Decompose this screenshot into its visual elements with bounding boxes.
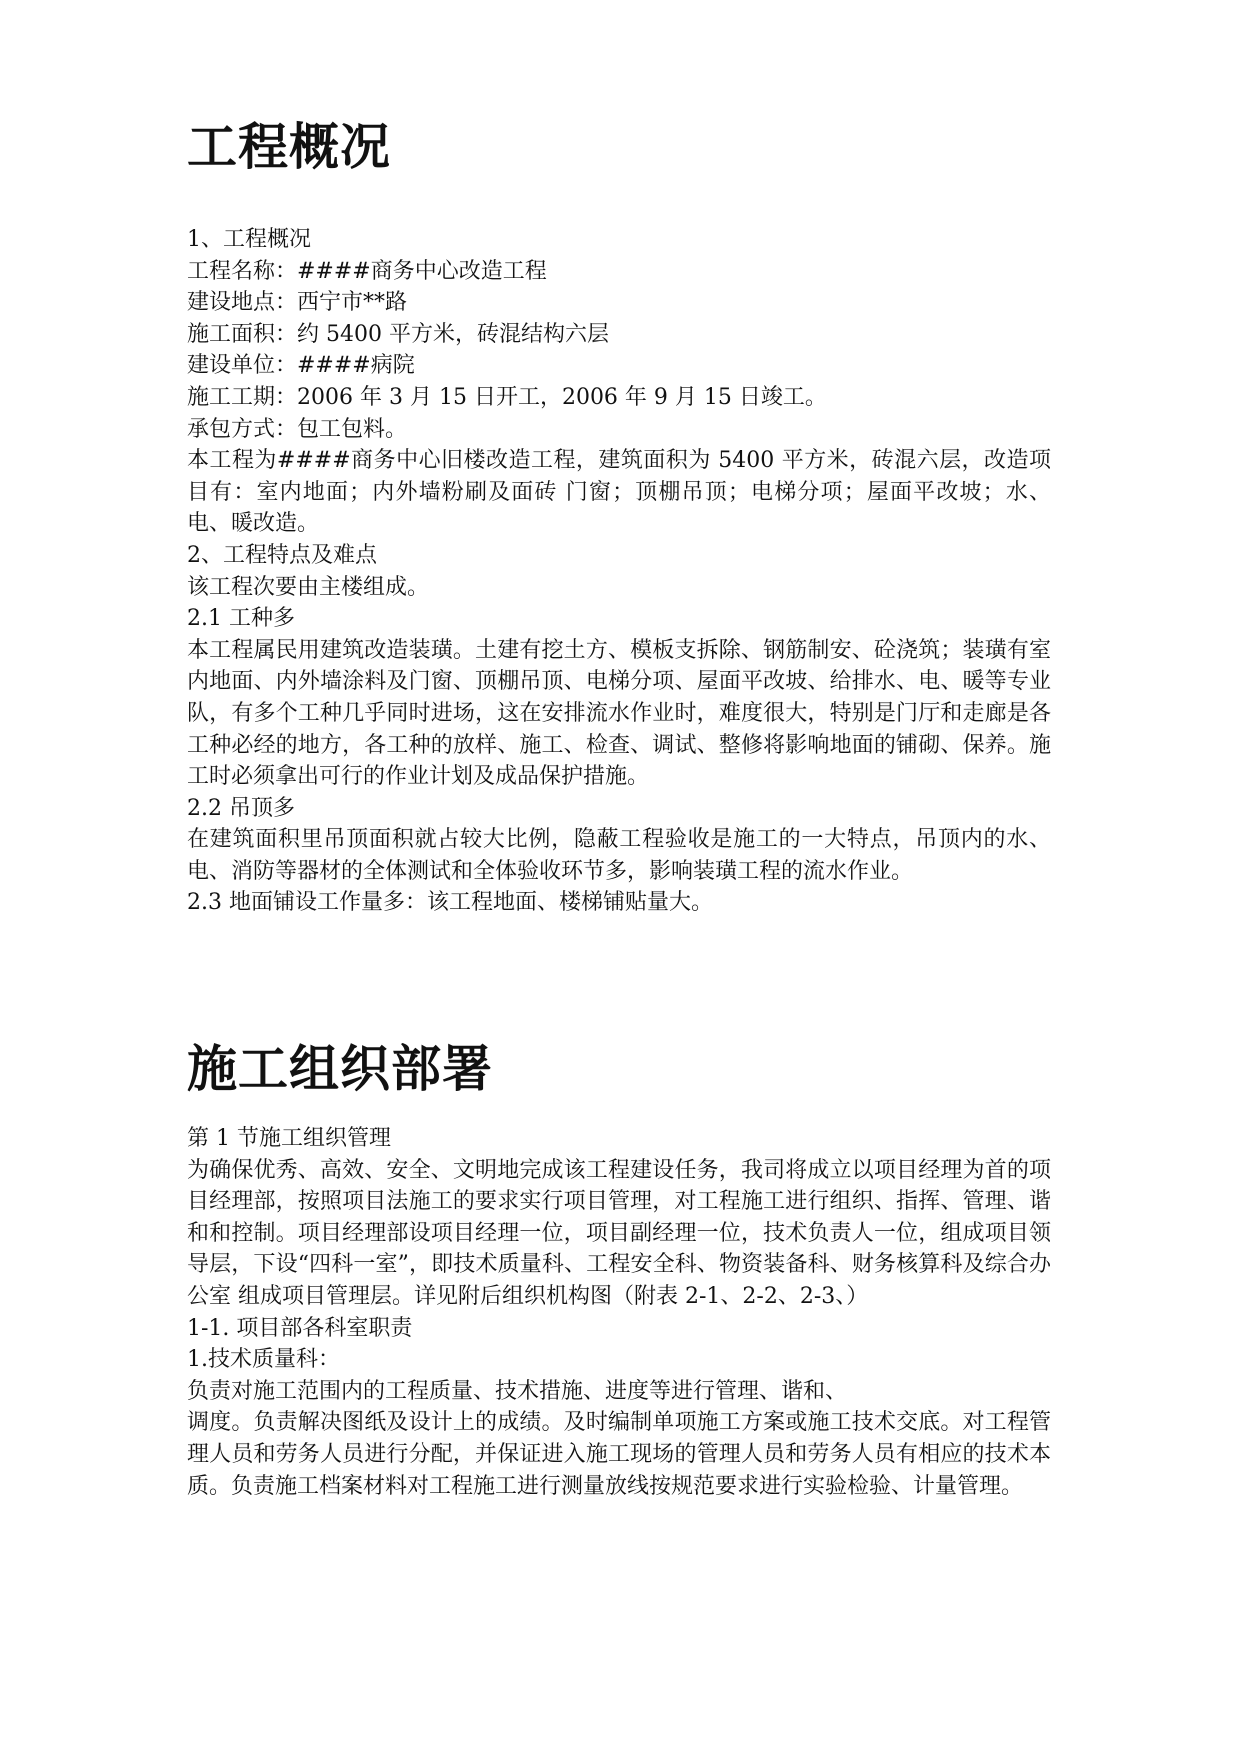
text-line: 施工面积：约 5400 平方米，砖混结构六层 xyxy=(187,321,609,347)
subheading-tech-quality: 1.技术质量科： xyxy=(187,1347,340,1373)
subheading-ceilings: 2.2 吊顶多 xyxy=(187,795,295,821)
text-line: 建设单位：####病院 xyxy=(187,353,415,379)
subheading-department-duties: 1-1. 项目部各科室职责 xyxy=(187,1315,413,1341)
paragraph-overview: 本工程为####商务中心旧楼改造工程，建筑面积为 5400 平方米，砖混六层，改造项目有：室内地面；内外墙粉刷及面砖 门窗；顶棚吊顶；电梯分项；屋面平改坡；水、电、暖改造。 xyxy=(187,448,1051,537)
section-body-project-overview xyxy=(187,224,1051,919)
text-line: 承包方式：包工包料。 xyxy=(187,416,408,442)
paragraph-many-trades: 本工程属民用建筑改造装璜。土建有挖土方、模板支拆除、钢筋制安、砼浇筑；装璜有室内地面、内外墙涂料及门窗、顶棚吊顶、电梯分项、屋面平改坡、给排水、电、暖等专业队，有多个工种几乎同时进场，这在安排流水作业时，难度很大，特别是门厅和走廊是各工种必经的地方，各工种的放样、施工、检查、调试、整修将影响地面的铺砌、保养。施工时必须拿出可行的作业计划及成品保护措施。 xyxy=(187,637,1051,790)
subheading-features: 2、工程特点及难点 xyxy=(187,542,377,568)
text-line: 建设地点：西宁市**路 xyxy=(187,290,408,316)
text-line: 该工程次要由主楼组成。 xyxy=(187,574,430,600)
subheading-many-trades: 2.1 工种多 xyxy=(187,606,295,632)
paragraph-ceilings: 在建筑面积里吊顶面积就占较大比例，隐蔽工程验收是施工的一大特点，吊顶内的水、电、消防等器材的全体测试和全体验收环节多，影响装璜工程的流水作业。 xyxy=(187,827,1051,884)
paragraph-org-management: 为确保优秀、高效、安全、文明地完成该工程建设任务，我司将成立以项目经理为首的项目经理部，按照项目法施工的要求实行项目管理，对工程施工进行组织、指挥、管理、谐和和控制。项目经理部设项目经理一位，项目副经理一位，技术负责人一位，组成项目领导层，下设“四科一室”，即技术质量科、工程安全科、物资装备科、财务核算科及综合办公室 组成项目管理层。详见附后组织机构图（附表 2-1、2-2、2-3、） xyxy=(187,1157,1051,1309)
text-line: 施工工期：2006 年 3 月 15 日开工，2006 年 9 月 15 日竣工。 xyxy=(187,384,827,410)
section-heading-construction-deployment: 施工组织部署 xyxy=(187,1039,493,1098)
section-body-construction-deployment xyxy=(187,1123,1051,1502)
subheading-org-management: 第 1 节施工组织管理 xyxy=(187,1126,391,1151)
text-line: 工程名称：####商务中心改造工程 xyxy=(187,258,547,284)
text-line: 负责对施工范围内的工程质量、技术措施、进度等进行管理、谐和、 xyxy=(187,1378,848,1404)
text-line: 1、工程概况 xyxy=(187,227,311,252)
paragraph-tech-quality: 调度。负责解决图纸及设计上的成绩。及时编制单项施工方案或施工技术交底。对工程管理人员和劳务人员进行分配，并保证进入施工现场的管理人员和劳务人员有相应的技术本质。负责施工档案材料对工程施工进行测量放线按规范要求进行实验检验、计量管理。 xyxy=(187,1410,1051,1499)
section-heading-project-overview: 工程概况 xyxy=(187,117,391,176)
text-line-flooring: 2.3 地面铺设工作量多：该工程地面、楼梯铺贴量大。 xyxy=(187,890,713,916)
